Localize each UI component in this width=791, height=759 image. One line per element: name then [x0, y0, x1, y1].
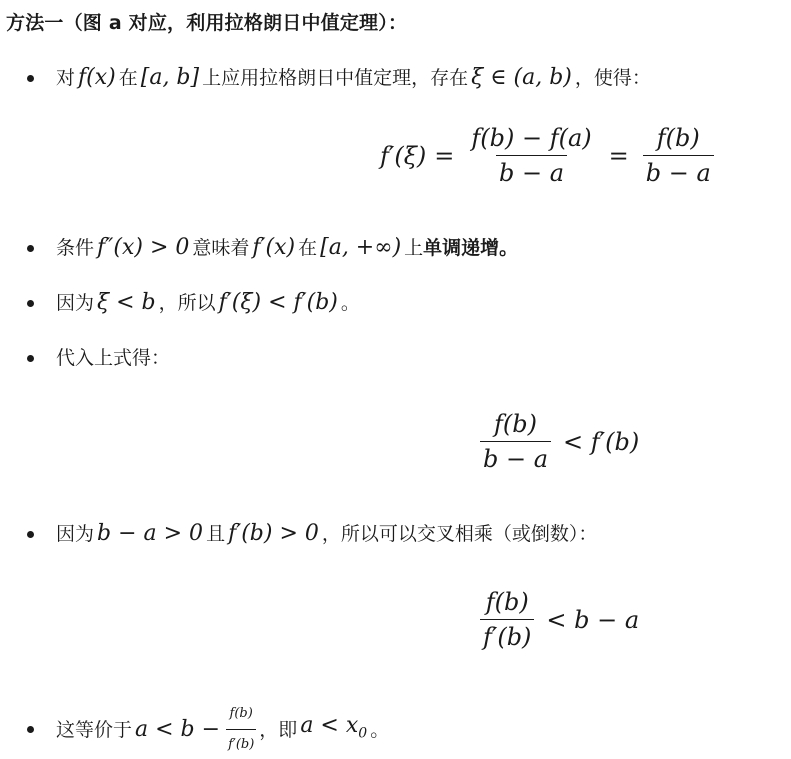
equation-inequality-2	[474, 588, 639, 651]
bullet-dot	[27, 531, 34, 538]
fraction-numerator: f(b)	[485, 588, 529, 616]
list-item	[27, 520, 597, 548]
bullet-dot	[27, 726, 34, 733]
bullet-dot	[27, 245, 34, 252]
fraction	[480, 410, 551, 473]
math-inline: f″(x) > 0	[97, 235, 190, 260]
text-emphasis: 单调递增。	[423, 237, 519, 259]
fraction-denominator: f′(b)	[480, 619, 534, 651]
math-inline: b − a > 0	[97, 521, 204, 546]
text: 因为	[56, 523, 95, 545]
math-text: a < x	[300, 712, 359, 738]
text: 对	[56, 67, 76, 89]
fraction-numerator: f(b)	[494, 410, 538, 438]
text: 代入上式得：	[56, 347, 171, 369]
text: 这等价于	[56, 718, 133, 741]
text: ，即	[259, 718, 298, 741]
bullet-dot	[27, 300, 34, 307]
fraction	[480, 588, 534, 651]
math-inline	[297, 712, 370, 747]
text: 且	[206, 523, 226, 545]
text: 因为	[56, 292, 95, 314]
fraction	[643, 124, 714, 187]
fraction	[468, 124, 594, 187]
subscript: 0	[358, 725, 368, 742]
fraction-denominator: b − a	[496, 155, 567, 187]
math-inline: f′(b) > 0	[228, 521, 319, 546]
math-inline: f′(x)	[252, 235, 296, 260]
fraction-denominator: b − a	[480, 441, 551, 473]
math-inline: f′(ξ) < f′(b)	[218, 290, 338, 315]
list-item	[27, 700, 389, 759]
list-item	[27, 289, 360, 317]
text: 上	[404, 237, 424, 259]
equation-mean-value	[380, 124, 720, 187]
math-inline: f(x)	[78, 65, 116, 90]
fraction-denominator: f′(b)	[226, 729, 256, 759]
fraction-numerator: f(b)	[229, 706, 253, 721]
math-inline: ξ ∈ (a, b)	[471, 65, 572, 90]
eq-sign: =	[608, 141, 629, 170]
bullet-dot	[27, 355, 34, 362]
fraction-numerator: f(b) − f(a)	[471, 124, 592, 152]
text: ，所以	[158, 292, 216, 314]
text: 上应用拉格朗日中值定理，存在	[202, 67, 469, 89]
list-item	[27, 234, 518, 262]
equation-inequality-1	[474, 410, 639, 473]
text: 。	[340, 292, 360, 314]
text: 。	[370, 718, 390, 741]
math-inline: [a, b]	[140, 65, 200, 90]
method-heading: 方法一（图 a 对应，利用拉格朗日中值定理）：	[6, 12, 408, 34]
eq-sign: =	[434, 141, 455, 170]
text: 在	[298, 237, 318, 259]
bullet-dot	[27, 75, 34, 82]
eq-rhs: < b − a	[546, 605, 640, 634]
fraction-numerator: f(b)	[656, 124, 700, 152]
text: 条件	[56, 237, 95, 259]
math-inline: ξ < b	[97, 290, 156, 315]
fraction-denominator: b − a	[643, 155, 714, 187]
eq-rhs: < f′(b)	[563, 427, 640, 456]
text: ，所以可以交叉相乘（或倒数）：	[321, 523, 598, 545]
text: ，使得：	[574, 67, 651, 89]
text: 意味着	[192, 237, 250, 259]
list-item	[27, 344, 170, 372]
list-item	[27, 64, 651, 92]
math-inline: a < b −	[135, 716, 221, 742]
math-inline: [a, +∞)	[320, 235, 402, 260]
inline-fraction	[226, 700, 256, 759]
text: 在	[118, 67, 138, 89]
eq-lhs: f′(ξ)	[380, 141, 427, 170]
